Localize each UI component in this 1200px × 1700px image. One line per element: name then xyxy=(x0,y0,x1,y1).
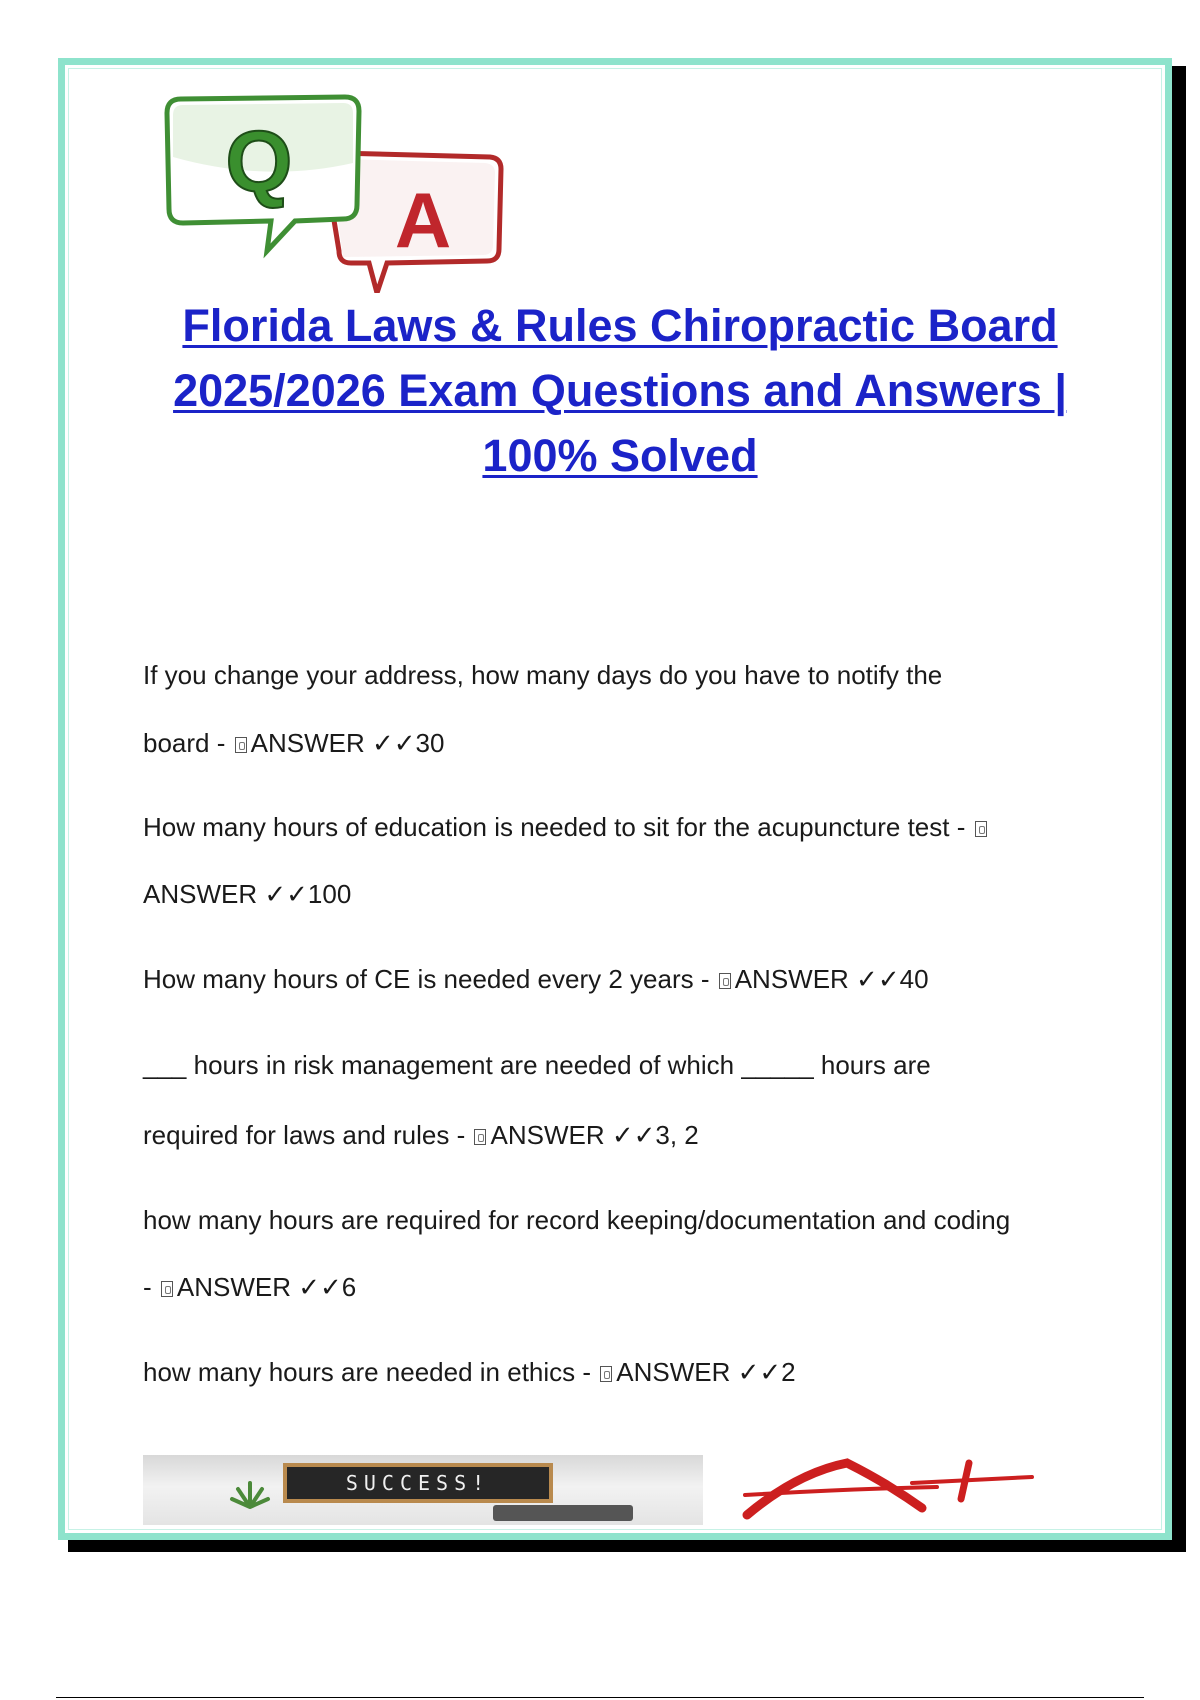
missing-glyph-icon xyxy=(600,1366,612,1382)
missing-glyph-icon xyxy=(975,821,987,837)
a-plus-grade-icon xyxy=(737,1453,1037,1523)
page-title-link[interactable]: Florida Laws & Rules Chiropractic Board 2025/2026 Exam Questions and Answers | 100% Solved xyxy=(173,300,1067,481)
logo-q-letter: Q xyxy=(225,114,293,210)
answer-2: ANSWER ✓✓100 xyxy=(143,879,352,909)
qa-logo-icon xyxy=(155,93,505,293)
answer-5: - ANSWER ✓✓6 xyxy=(143,1272,357,1302)
question-2: How many hours of education is needed to sit for the acupuncture test - xyxy=(143,813,1143,841)
laptop-icon xyxy=(493,1505,633,1521)
logo-a-letter: A xyxy=(394,176,452,264)
missing-glyph-icon xyxy=(474,1129,486,1145)
missing-glyph-icon xyxy=(235,737,247,753)
page-title[interactable] xyxy=(135,293,1105,488)
page-bottom-divider xyxy=(56,1697,1144,1698)
chalkboard-text: SUCCESS! xyxy=(283,1463,553,1503)
missing-glyph-icon xyxy=(161,1281,173,1297)
question-4: ___ hours in risk management are needed of which _____ hours are xyxy=(143,1050,931,1080)
success-chalkboard-image xyxy=(143,1455,703,1525)
document-page xyxy=(58,58,1172,1540)
question-5: how many hours are required for record keeping/documentation and coding xyxy=(143,1205,1011,1235)
plant-icon xyxy=(228,1479,272,1509)
answer-1: board - ANSWER ✓✓30 xyxy=(143,728,445,758)
question-1: If you change your address, how many days do you have to notify the xyxy=(143,660,943,690)
missing-glyph-icon xyxy=(719,973,731,989)
question-3: How many hours of CE is needed every 2 years - ANSWER ✓✓40 xyxy=(143,964,929,994)
answer-4: required for laws and rules - ANSWER ✓✓3, 2 xyxy=(143,1120,699,1150)
question-6: how many hours are needed in ethics - ANSWER ✓✓2 xyxy=(143,1357,796,1387)
